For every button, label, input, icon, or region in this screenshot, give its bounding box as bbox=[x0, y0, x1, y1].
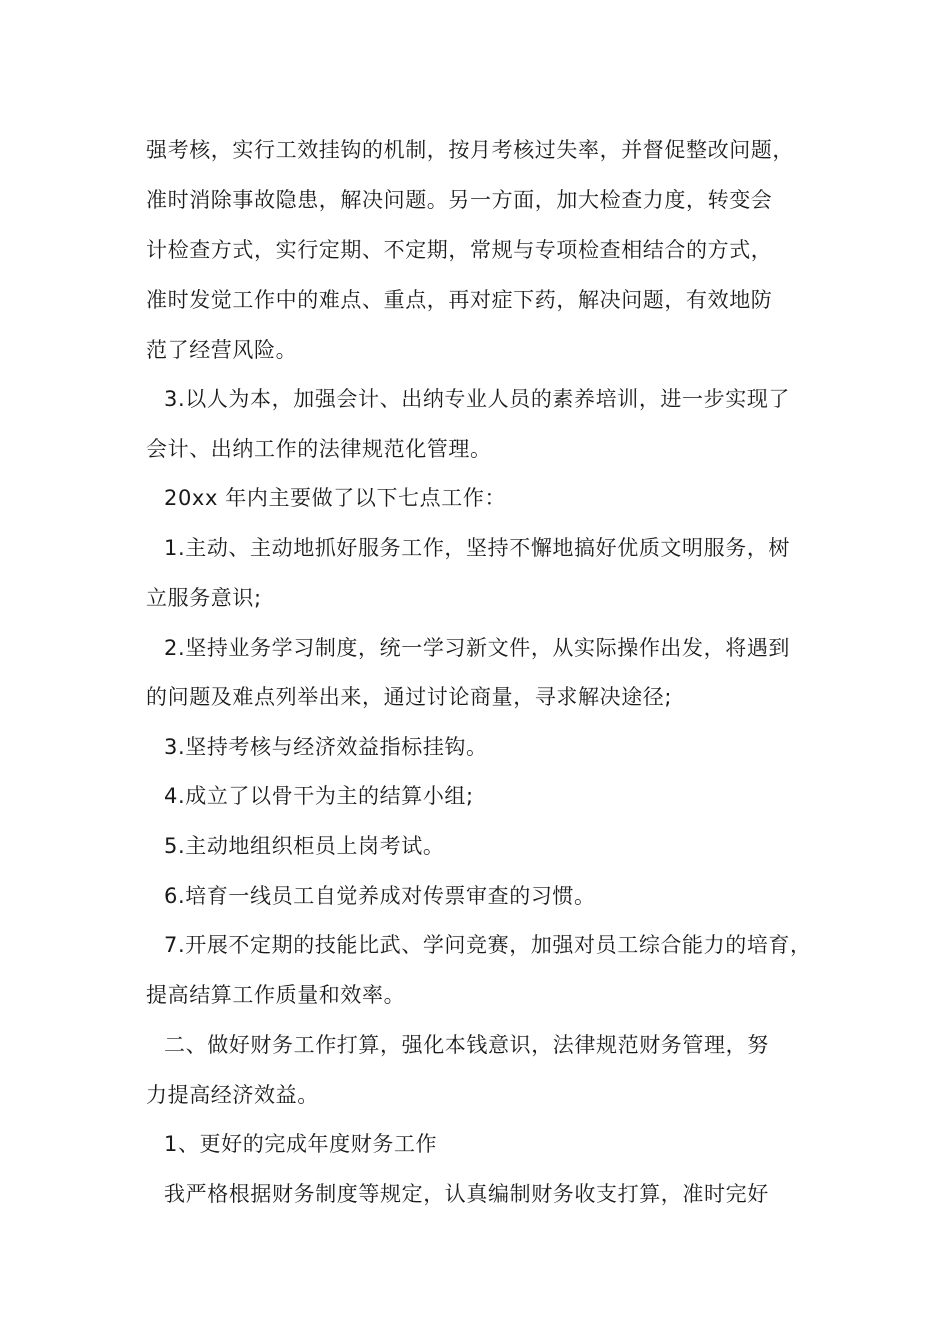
body-text-line: 我严格根据财务制度等规定，认真编制财务收支打算，准时完好 bbox=[164, 1182, 769, 1206]
body-text-line: 力提高经济效益。 bbox=[146, 1083, 319, 1107]
body-text-line: 范了经营风险。 bbox=[146, 338, 298, 362]
body-text-line: 立服务意识; bbox=[146, 586, 262, 610]
list-item-line: 4.成立了以骨干为主的结算小组; bbox=[164, 784, 474, 808]
list-item-line: 1.主动、主动地抓好服务工作，坚持不懈地搞好优质文明服务，树 bbox=[164, 536, 791, 560]
list-item-line: 5.主动地组织柜员上岗考试。 bbox=[164, 834, 445, 858]
list-item-line: 6.培育一线员工自觉养成对传票审查的习惯。 bbox=[164, 884, 596, 908]
list-item-line: 3.以人为本，加强会计、出纳专业人员的素养培训，进一步实现了 bbox=[164, 387, 791, 411]
body-text-line: 提高结算工作质量和效率。 bbox=[146, 983, 406, 1007]
body-text-line: 强考核，实行工效挂钩的机制，按月考核过失率，并督促整改问题， bbox=[146, 138, 794, 162]
body-text-line: 准时消除事故隐患，解决问题。另一方面，加大检查力度，转变会 bbox=[146, 188, 773, 212]
paragraph-heading: 20xx 年内主要做了以下七点工作： bbox=[164, 486, 507, 510]
list-item-line: 7.开展不定期的技能比武、学问竞赛，加强对员工综合能力的培育， bbox=[164, 933, 812, 957]
body-text-line: 会计、出纳工作的法律规范化管理。 bbox=[146, 437, 492, 461]
subsection-heading: 1、更好的完成年度财务工作 bbox=[164, 1132, 438, 1156]
body-text-line: 的问题及难点列举出来，通过讨论商量，寻求解决途径; bbox=[146, 685, 673, 709]
list-item-line: 2.坚持业务学习制度，统一学习新文件，从实际操作出发，将遇到 bbox=[164, 636, 791, 660]
section-heading: 二、做好财务工作打算，强化本钱意识，法律规范财务管理，努 bbox=[164, 1033, 769, 1057]
body-text-line: 计检查方式，实行定期、不定期，常规与专项检查相结合的方式， bbox=[146, 238, 773, 262]
list-item-line: 3.坚持考核与经济效益指标挂钩。 bbox=[164, 735, 488, 759]
body-text-line: 准时发觉工作中的难点、重点，再对症下药，解决问题，有效地防 bbox=[146, 288, 773, 312]
